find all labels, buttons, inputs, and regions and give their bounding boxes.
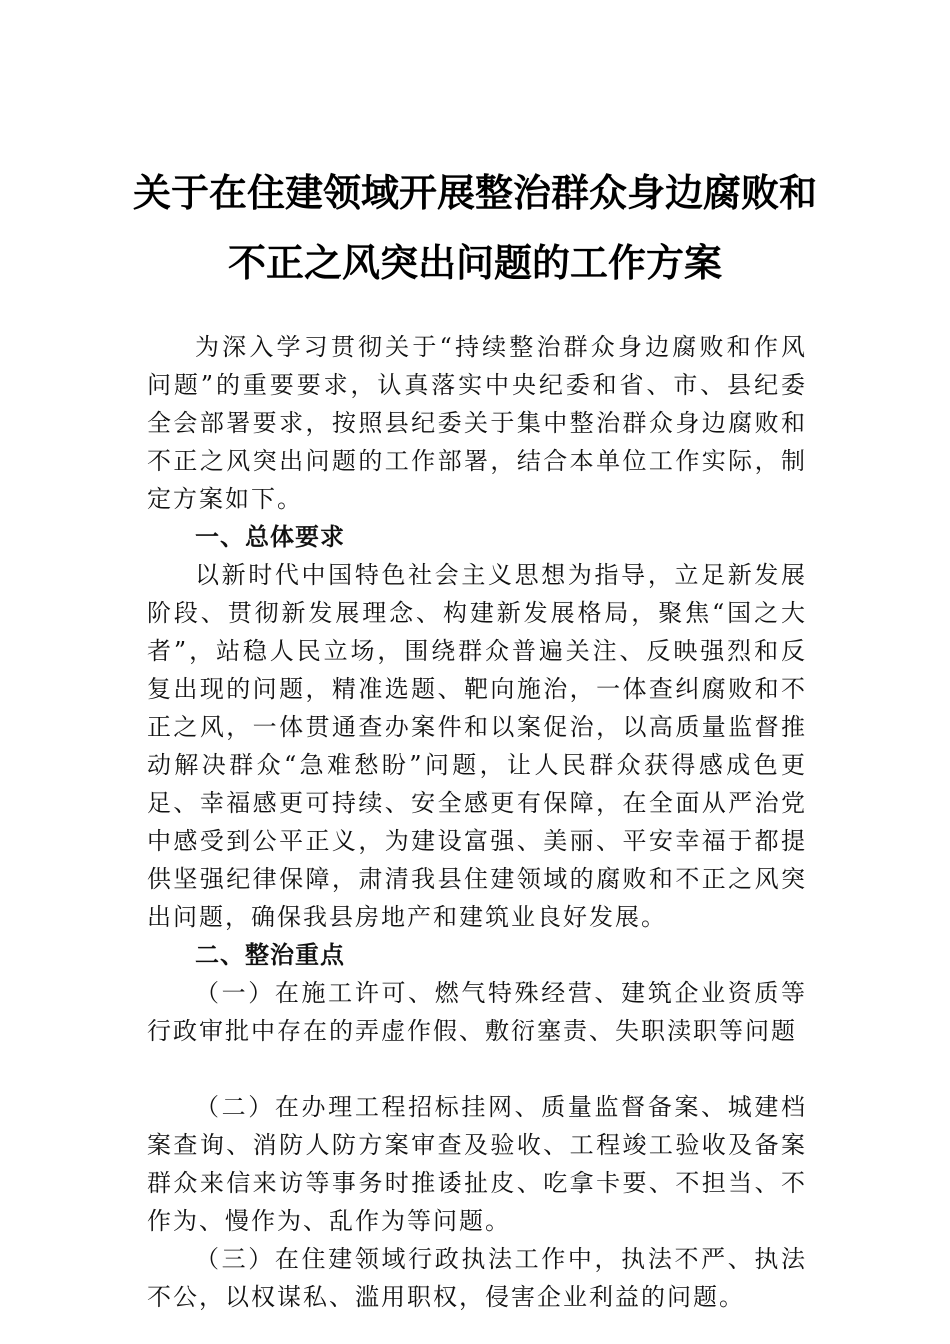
section-heading-rectification-focus: 二、整治重点 [195,941,345,969]
document-title-line-1: 关于在住建领域开展整治群众身边腐败和 [132,170,817,215]
focus-item-2: （二）在办理工程招标挂网、质量监督备案、城建档案查询、消防人防方案审查及验收、工程竣工验收及备案群众来信来访等事务时推诿扯皮、吃拿卡要、不担当、不作为、慢作为、乱作为等问题。 [147,1093,807,1235]
intro-paragraph: 为深入学习贯彻关于“持续整治群众身边腐败和作风问题”的重要要求，认真落实中央纪委和省、市、县纪委全会部署要求，按照县纪委关于集中整治群众身边腐败和不正之风突出问题的工作部署，结合本单位工作实际，制定方案如下。 [147,333,807,513]
document-title-line-2: 不正之风突出问题的工作方案 [227,240,722,285]
section-heading-general-requirements: 一、总体要求 [195,523,345,551]
focus-item-3: （三）在住建领域行政执法工作中，执法不严、执法不公，以权谋私、滥用职权，侵害企业利益的问题。 [147,1245,807,1311]
document-body [147,328,807,1316]
paragraph-gap [147,1050,807,1088]
focus-item-1: （一）在施工许可、燃气特殊经营、建筑企业资质等行政审批中存在的弄虚作假、敷衍塞责、失职渎职等问题 [147,979,807,1045]
general-requirements-paragraph: 以新时代中国特色社会主义思想为指导，立足新发展阶段、贯彻新发展理念、构建新发展格局，聚焦“国之大者”，站稳人民立场，围绕群众普遍关注、反映强烈和反复出现的问题，精准选题、靶向施治，一体查纠腐败和不正之风，一体贯通查办案件和以案促治，以高质量监督推动解决群众“急难愁盼”问题，让人民群众获得感成色更足、幸福感更可持续、安全感更有保障，在全面从严治党中感受到公平正义，为建设富强、美丽、平安幸福于都提供坚强纪律保障，肃清我县住建领域的腐败和不正之风突出问题，确保我县房地产和建筑业良好发展。 [147,561,807,931]
